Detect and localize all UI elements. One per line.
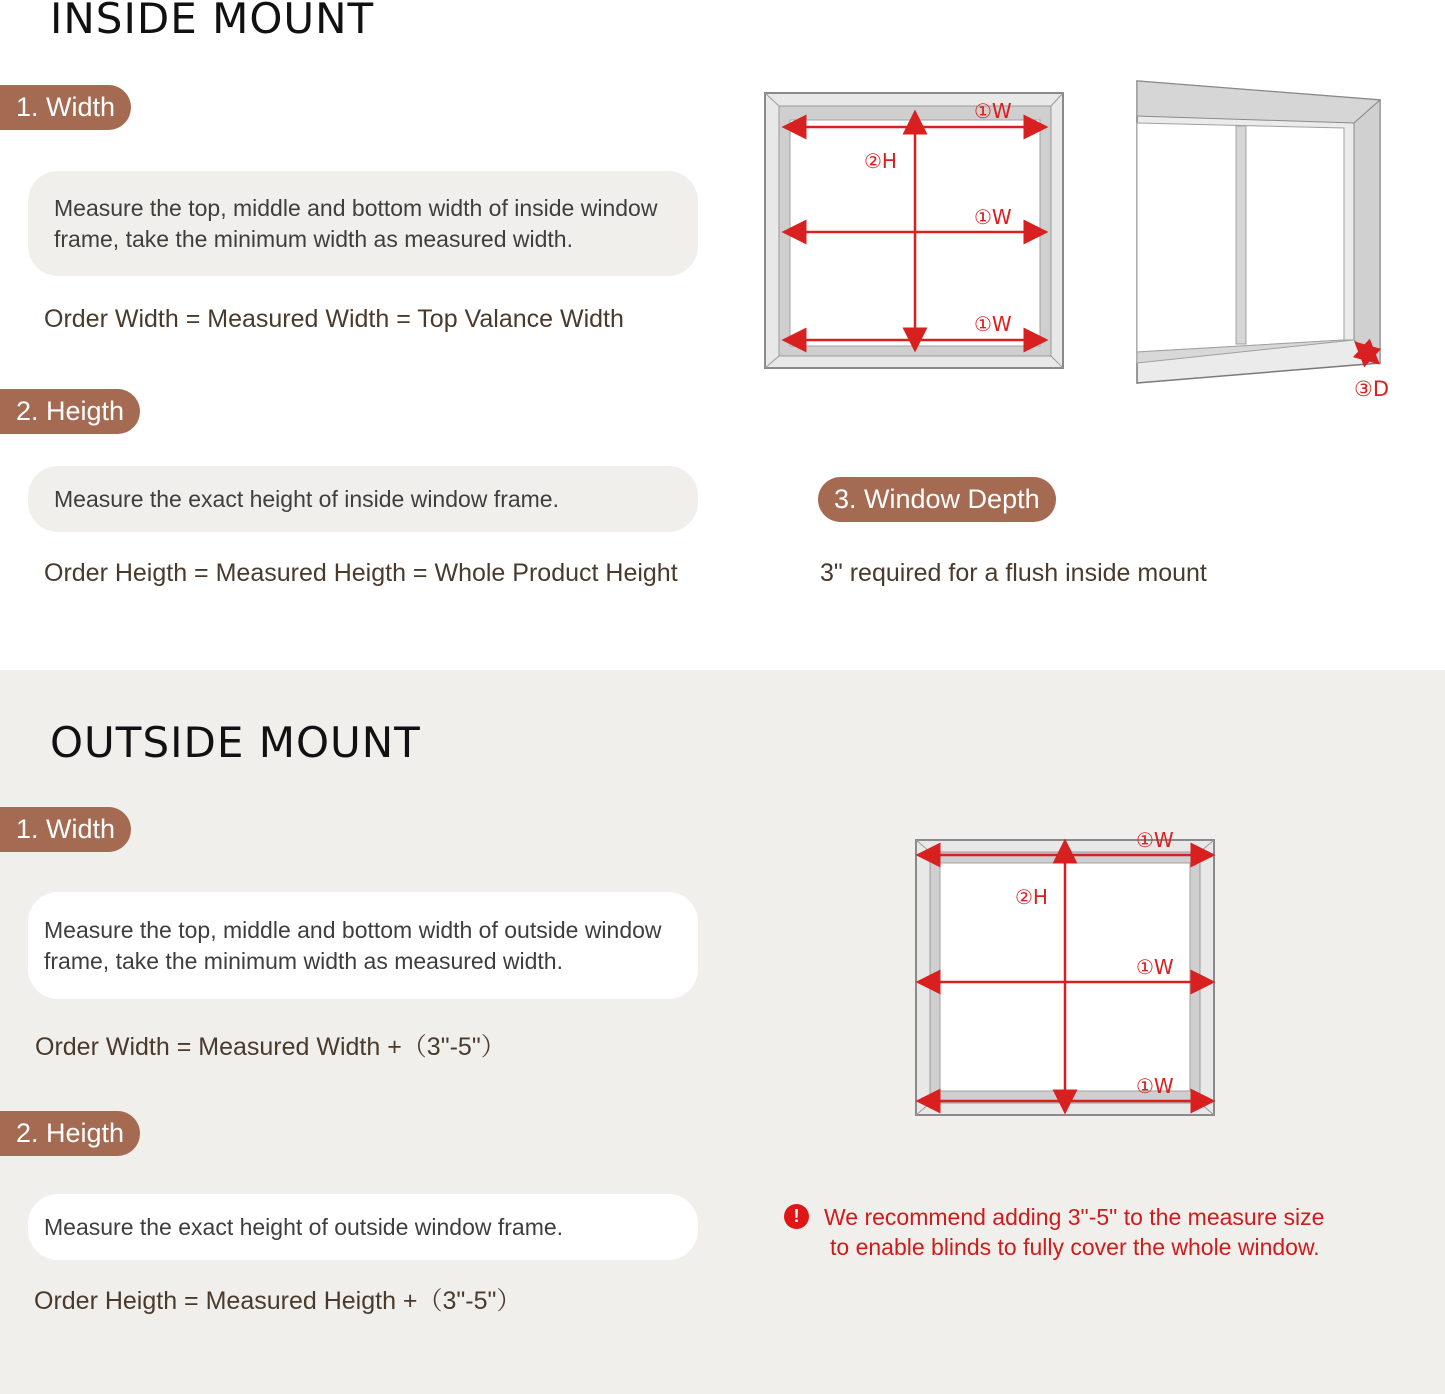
outside-width-formula: Order Width = Measured Width +（3"-5"）	[35, 1033, 506, 1061]
outside-bottom-w-label: ①W	[1136, 1074, 1174, 1098]
inside-mount-heading: INSIDE MOUNT	[50, 0, 375, 43]
inside-width-description	[28, 171, 698, 276]
inside-h-label: ②H	[864, 149, 897, 173]
inside-height-pill: 2. Heigth	[0, 389, 140, 434]
inside-height-description	[28, 466, 698, 532]
outside-middle-w-label: ①W	[1136, 955, 1174, 979]
outside-width-pill: 1. Width	[0, 807, 131, 852]
outside-top-w-label: ①W	[1136, 828, 1174, 852]
inside-d-label: ③D	[1354, 377, 1389, 401]
inside-width-formula: Order Width = Measured Width = Top Valance Width	[44, 305, 624, 333]
inside-top-w-label: ①W	[974, 99, 1012, 123]
outside-mount-heading: OUTSIDE MOUNT	[50, 718, 421, 767]
warning-icon: !	[784, 1204, 809, 1229]
outside-width-description-text: Measure the top, middle and bottom width of outside window frame, take the minimum width as measured width.	[44, 916, 662, 974]
inside-window-depth-diagram	[1132, 78, 1412, 408]
outside-height-formula: Order Heigth = Measured Heigth +（3"-5"）	[34, 1287, 522, 1315]
recommendation-line-2: to enable blinds to fully cover the whole window.	[830, 1234, 1320, 1260]
outside-height-description-text: Measure the exact height of outside window frame.	[44, 1213, 564, 1240]
inside-height-formula: Order Heigth = Measured Heigth = Whole Product Height	[44, 559, 678, 587]
outside-height-description	[28, 1194, 698, 1260]
inside-window-front-diagram	[764, 90, 1066, 372]
inside-mount-section	[0, 0, 1445, 670]
inside-width-pill: 1. Width	[0, 85, 131, 130]
inside-depth-note: 3" required for a flush inside mount	[820, 559, 1207, 587]
inside-bottom-w-label: ①W	[974, 312, 1012, 336]
inside-height-description-text: Measure the exact height of inside window frame.	[54, 485, 559, 512]
outside-window-diagram	[913, 825, 1219, 1121]
inside-width-description-text: Measure the top, middle and bottom width of inside window frame, take the minimum width as measured width.	[54, 194, 658, 252]
outside-h-label: ②H	[1015, 885, 1048, 909]
inside-middle-w-label: ①W	[974, 205, 1012, 229]
inside-depth-pill: 3. Window Depth	[818, 477, 1056, 522]
recommendation-line-1: We recommend adding 3"-5" to the measure size	[824, 1204, 1325, 1230]
outside-mount-section	[0, 670, 1445, 1394]
outside-width-description	[28, 892, 698, 999]
outside-height-pill: 2. Heigth	[0, 1111, 140, 1156]
